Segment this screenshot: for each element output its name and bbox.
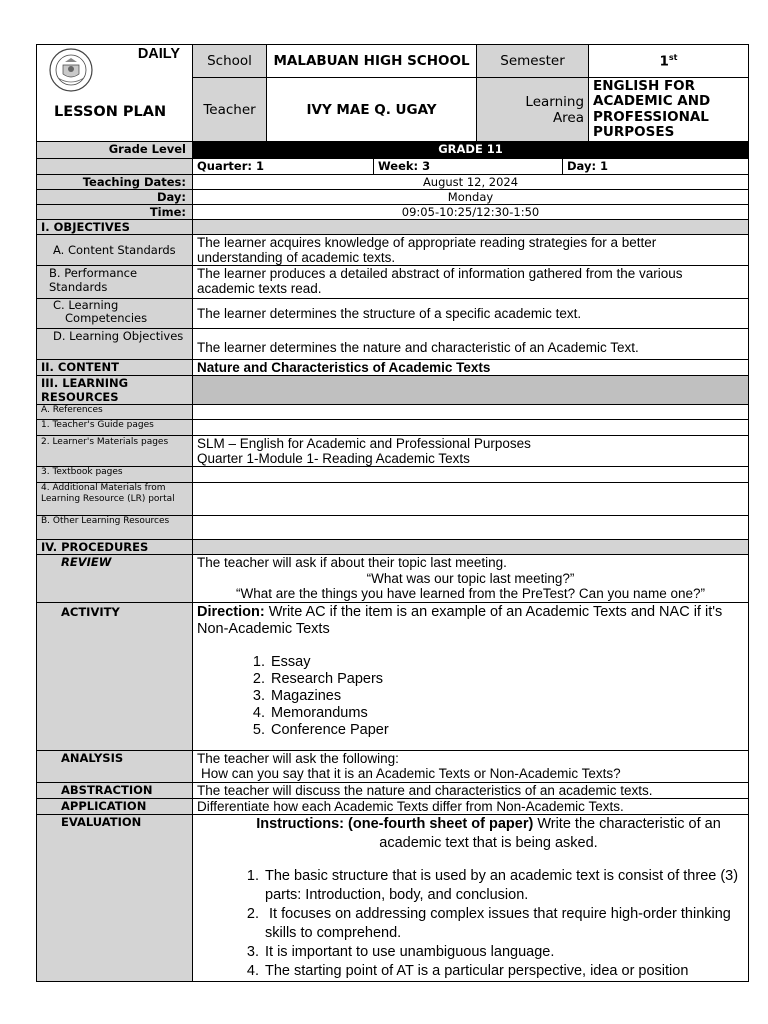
abstraction-label: ABSTRACTION	[37, 783, 193, 799]
learning-objectives-value: The learner determines the nature and characteristic of an Academic Text.	[193, 329, 749, 360]
teacher-value: IVY MAE Q. UGAY	[267, 78, 477, 142]
activity-content	[193, 603, 749, 751]
review-line-3: “What are the things you have learned from the PreTest? Can you name one?”	[236, 586, 706, 601]
list-item: 4. The starting point of AT is a particular perspective, idea or position	[246, 963, 689, 979]
application-value: Differentiate how each Academic Texts differ from Non-Academic Texts.	[193, 799, 749, 815]
learners-materials-label: 2. Learner's Materials pages	[37, 436, 193, 467]
learning-objectives-label: D. Learning Objectives	[37, 329, 193, 360]
list-item: 3. Magazines	[252, 688, 342, 704]
content-value: Nature and Characteristics of Academic Texts	[193, 360, 749, 376]
performance-standards-value: The learner produces a detailed abstract of information gathered from the various academic texts read.	[193, 266, 749, 299]
learning-area-value: ENGLISH FOR ACADEMIC AND PROFESSIONAL PURPOSES	[589, 78, 749, 142]
teaching-dates-value: August 12, 2024	[193, 175, 749, 190]
activity-list	[197, 654, 744, 739]
list-item: 3. It is important to use unambiguous language.	[246, 944, 555, 960]
objectives-heading: I. OBJECTIVES	[37, 220, 193, 235]
list-item: 1. The basic structure that is used by an academic text is consist of three (3) parts: Introduction, body, and conclusion.	[246, 868, 739, 903]
activity-label: ACTIVITY	[37, 603, 193, 751]
deped-seal-icon	[49, 48, 93, 92]
performance-standards-label: B. Performance Standards	[37, 266, 193, 299]
additional-materials-label: 4. Additional Materials from Learning Resource (LR) portal	[37, 483, 193, 516]
content-standards-label: A. Content Standards	[37, 235, 193, 266]
list-item: 2. It focuses on addressing complex issues that require high-order thinking skills to comprehend.	[246, 906, 731, 941]
other-resources-label: B. Other Learning Resources	[37, 516, 193, 540]
lesson-plan-page	[36, 44, 748, 982]
time-value: 09:05-10:25/12:30-1:50	[193, 205, 749, 220]
content-heading: II. CONTENT	[37, 360, 193, 376]
evaluation-label: EVALUATION	[37, 815, 193, 982]
list-item: 2. Research Papers	[252, 671, 384, 687]
analysis-label: ANALYSIS	[37, 751, 193, 783]
review-line-2: “What was our topic last meeting?”	[366, 570, 575, 586]
content-standards-value: The learner acquires knowledge of appropriate reading strategies for a better understanding of academic texts.	[193, 235, 749, 266]
school-value: MALABUAN HIGH SCHOOL	[267, 45, 477, 78]
learning-resources-heading: III. LEARNING RESOURCES	[37, 376, 193, 405]
evaluation-instructions: Instructions: (one-fourth sheet of paper) Write the characteristic of an academic text that is being asked.	[256, 816, 721, 851]
grade-level-label: Grade Level	[37, 142, 193, 159]
day-label: Day:	[37, 190, 193, 205]
week-value: Week: 3	[374, 159, 563, 174]
application-label: APPLICATION	[37, 799, 193, 815]
title-cell	[37, 45, 193, 142]
textbook-pages-label: 3. Textbook pages	[37, 467, 193, 483]
title-daily: DAILY	[137, 46, 180, 62]
review-label: REVIEW	[37, 555, 193, 603]
grade-level-value: GRADE 11	[193, 142, 749, 159]
evaluation-content	[193, 815, 749, 982]
review-line-1: The teacher will ask if about their topic last meeting.	[197, 555, 507, 570]
learning-area-label: Learning Area	[477, 78, 589, 142]
teaching-dates-label: Teaching Dates:	[37, 175, 193, 190]
procedures-heading: IV. PROCEDURES	[37, 540, 193, 555]
list-item: 5. Conference Paper	[252, 722, 389, 738]
semester-label: Semester	[477, 45, 589, 78]
quarter-value: Quarter: 1	[193, 159, 374, 174]
school-label: School	[193, 45, 267, 78]
teacher-label: Teacher	[193, 78, 267, 142]
learners-materials-value: SLM – English for Academic and Professional Purposes Quarter 1-Module 1- Reading Academic Texts	[193, 436, 749, 467]
activity-direction: Direction: Write AC if the item is an example of an Academic Texts and NAC if it's Non-Academic Texts	[197, 604, 723, 637]
learning-competencies-label: C. Learning Competencies	[37, 299, 193, 329]
day-number-value: Day: 1	[567, 159, 609, 173]
evaluation-list	[197, 867, 744, 981]
list-item: 1. Essay	[252, 654, 311, 670]
time-label: Time:	[37, 205, 193, 220]
references-label: A. References	[37, 405, 193, 420]
learning-competencies-value: The learner determines the structure of a specific academic text.	[193, 299, 749, 329]
analysis-content: The teacher will ask the following: How can you say that it is an Academic Texts or Non-Academic Texts?	[193, 751, 749, 783]
lesson-plan-table	[36, 44, 749, 982]
semester-value: 1st	[589, 45, 749, 78]
day-value: Monday	[193, 190, 749, 205]
list-item: 4. Memorandums	[252, 705, 368, 721]
teachers-guide-label: 1. Teacher's Guide pages	[37, 420, 193, 436]
review-content	[193, 555, 749, 603]
abstraction-value: The teacher will discuss the nature and characteristics of an academic texts.	[193, 783, 749, 799]
title-lesson-plan: LESSON PLAN	[54, 104, 167, 120]
